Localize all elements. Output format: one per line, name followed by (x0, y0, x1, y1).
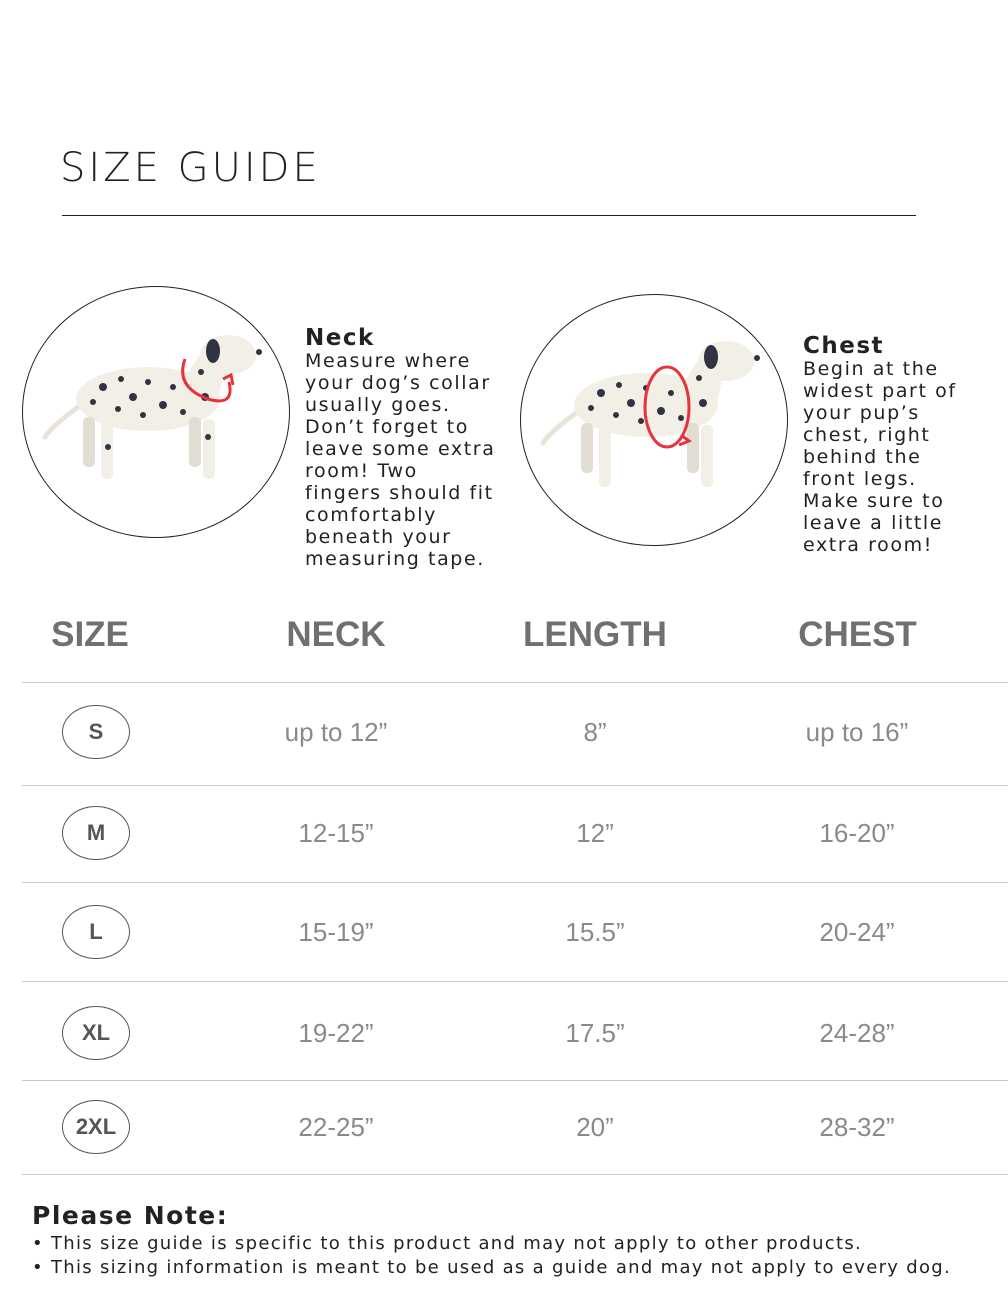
neck-text-line: fingers should fit (305, 482, 494, 504)
size-badge: M (62, 806, 130, 860)
size-badge: S (62, 705, 130, 759)
neck-text-line: comfortably (305, 504, 437, 526)
table-divider (22, 981, 1008, 982)
header-length: LENGTH (523, 615, 667, 654)
size-badge: L (62, 905, 130, 959)
chest-value: 20-24” (819, 917, 895, 947)
neck-text-line: beneath your (305, 526, 452, 548)
length-value: 17.5” (565, 1018, 625, 1048)
neck-text-line: Measure where (305, 350, 471, 372)
chest-text-line: Begin at the (803, 358, 939, 380)
chest-heading: Chest (803, 333, 885, 359)
length-value: 15.5” (565, 917, 625, 947)
neck-value: 12-15” (298, 818, 374, 848)
note-heading: Please Note: (32, 1201, 229, 1230)
chest-text-line: Make sure to (803, 490, 945, 512)
note-item: • This sizing information is meant to be used as a guide and may not apply to every dog. (32, 1257, 952, 1278)
neck-text-line: usually goes. (305, 394, 451, 416)
neck-value: 22-25” (298, 1112, 374, 1142)
chest-text-line: chest, right (803, 424, 931, 446)
size-badge: 2XL (62, 1100, 130, 1154)
neck-text-line: measuring tape. (305, 548, 485, 570)
table-divider (22, 1174, 1008, 1175)
chest-text-line: leave a little (803, 512, 944, 534)
neck-instructions (305, 326, 515, 570)
table-divider (22, 682, 1008, 683)
neck-illustration (22, 286, 290, 538)
chest-value: 24-28” (819, 1018, 895, 1048)
dalmatian-neck-measure-icon (23, 287, 290, 538)
neck-text-line: room! Two (305, 460, 418, 482)
chest-text-line: widest part of (803, 380, 957, 402)
chest-text-line: behind the (803, 446, 922, 468)
size-table-header (0, 615, 1008, 665)
length-value: 12” (576, 818, 614, 848)
neck-heading: Neck (305, 325, 375, 351)
length-value: 20” (576, 1112, 614, 1142)
neck-value: 19-22” (298, 1018, 374, 1048)
table-row (0, 705, 1008, 765)
chest-value: 28-32” (819, 1112, 895, 1142)
neck-text-line: leave some extra (305, 438, 496, 460)
table-divider (22, 1080, 1008, 1081)
chest-illustration (520, 294, 788, 546)
header-size: SIZE (51, 615, 129, 654)
neck-value: 15-19” (298, 917, 374, 947)
dalmatian-chest-measure-icon (521, 295, 788, 546)
chest-text-line: your pup’s (803, 402, 920, 424)
title-divider (62, 215, 916, 216)
table-row (0, 1006, 1008, 1066)
neck-text-line: your dog’s collar (305, 372, 491, 394)
page-title: SIZE GUIDE (60, 145, 321, 191)
size-badge: XL (62, 1006, 130, 1060)
note-item: • This size guide is specific to this product and may not apply to other products. (32, 1233, 863, 1254)
length-value: 8” (583, 717, 607, 747)
chest-text-line: extra room! (803, 534, 933, 556)
table-divider (22, 785, 1008, 786)
neck-value: up to 12” (284, 717, 388, 747)
chest-instructions (803, 334, 993, 556)
header-chest: CHEST (798, 615, 917, 654)
chest-value: up to 16” (805, 717, 909, 747)
chest-text-line: front legs. (803, 468, 917, 490)
header-neck: NECK (286, 615, 386, 654)
table-row (0, 1100, 1008, 1160)
table-row (0, 806, 1008, 866)
neck-text-line: Don’t forget to (305, 416, 469, 438)
table-divider (22, 882, 1008, 883)
chest-value: 16-20” (819, 818, 895, 848)
please-note-section (32, 1200, 1002, 1280)
table-row (0, 905, 1008, 965)
